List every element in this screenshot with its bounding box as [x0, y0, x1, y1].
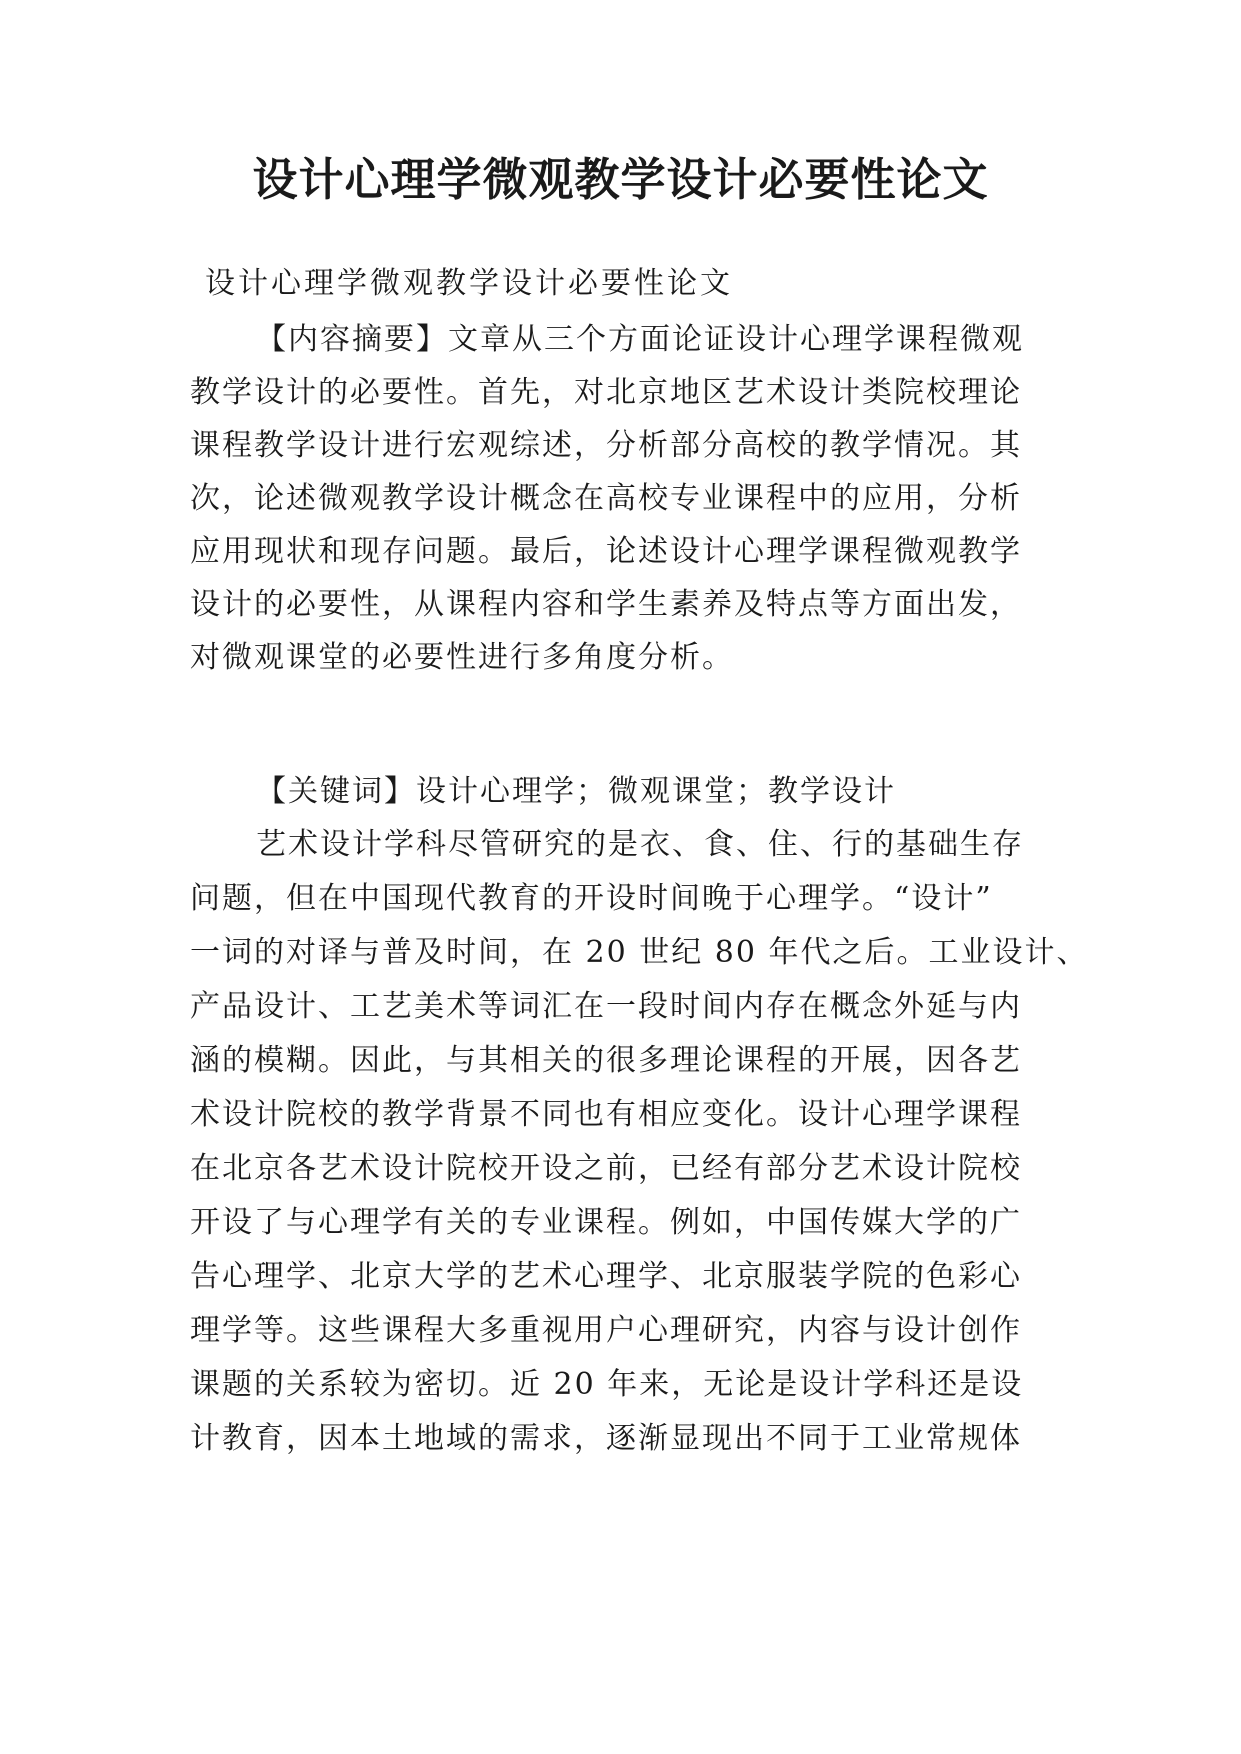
body-line: 一词的对译与普及时间，在 20 世纪 80 年代之后。工业设计、: [190, 935, 1089, 970]
abstract-line: 次，论述微观教学设计概念在高校专业课程中的应用，分析: [190, 481, 1022, 516]
keywords-line: 【关键词】设计心理学；微观课堂；教学设计: [256, 774, 896, 809]
body-line: 告心理学、北京大学的艺术心理学、北京服装学院的色彩心: [190, 1259, 1022, 1294]
body-line: 涵的模糊。因此，与其相关的很多理论课程的开展，因各艺: [190, 1043, 1022, 1078]
body-line: 问题，但在中国现代教育的开设时间晚于心理学。“设计”: [190, 881, 993, 916]
abstract-line: 【内容摘要】文章从三个方面论证设计心理学课程微观: [256, 322, 1024, 357]
document-subtitle: 设计心理学微观教学设计必要性论文: [205, 266, 733, 301]
body-line: 在北京各艺术设计院校开设之前，已经有部分艺术设计院校: [190, 1151, 1022, 1186]
document-title: 设计心理学微观教学设计必要性论文: [252, 153, 989, 206]
body-line: 开设了与心理学有关的专业课程。例如，中国传媒大学的广: [190, 1205, 1022, 1240]
body-line: 理学等。这些课程大多重视用户心理研究，内容与设计创作: [190, 1313, 1022, 1348]
body-line: 课题的关系较为密切。近 20 年来，无论是设计学科还是设: [190, 1367, 1024, 1402]
body-line: 计教育，因本土地域的需求，逐渐显现出不同于工业常规体: [190, 1421, 1022, 1456]
abstract-line: 设计的必要性，从课程内容和学生素养及特点等方面出发，: [190, 587, 1022, 622]
abstract-line: 应用现状和现存问题。最后，论述设计心理学课程微观教学: [190, 534, 1022, 569]
abstract-line: 教学设计的必要性。首先，对北京地区艺术设计类院校理论: [190, 375, 1022, 410]
body-line: 术设计院校的教学背景不同也有相应变化。设计心理学课程: [190, 1097, 1022, 1132]
body-line: 艺术设计学科尽管研究的是衣、食、住、行的基础生存: [256, 827, 1024, 862]
abstract-line: 对微观课堂的必要性进行多角度分析。: [190, 640, 734, 675]
abstract-line: 课程教学设计进行宏观综述，分析部分高校的教学情况。其: [190, 428, 1022, 463]
body-line: 产品设计、工艺美术等词汇在一段时间内存在概念外延与内: [190, 989, 1022, 1024]
